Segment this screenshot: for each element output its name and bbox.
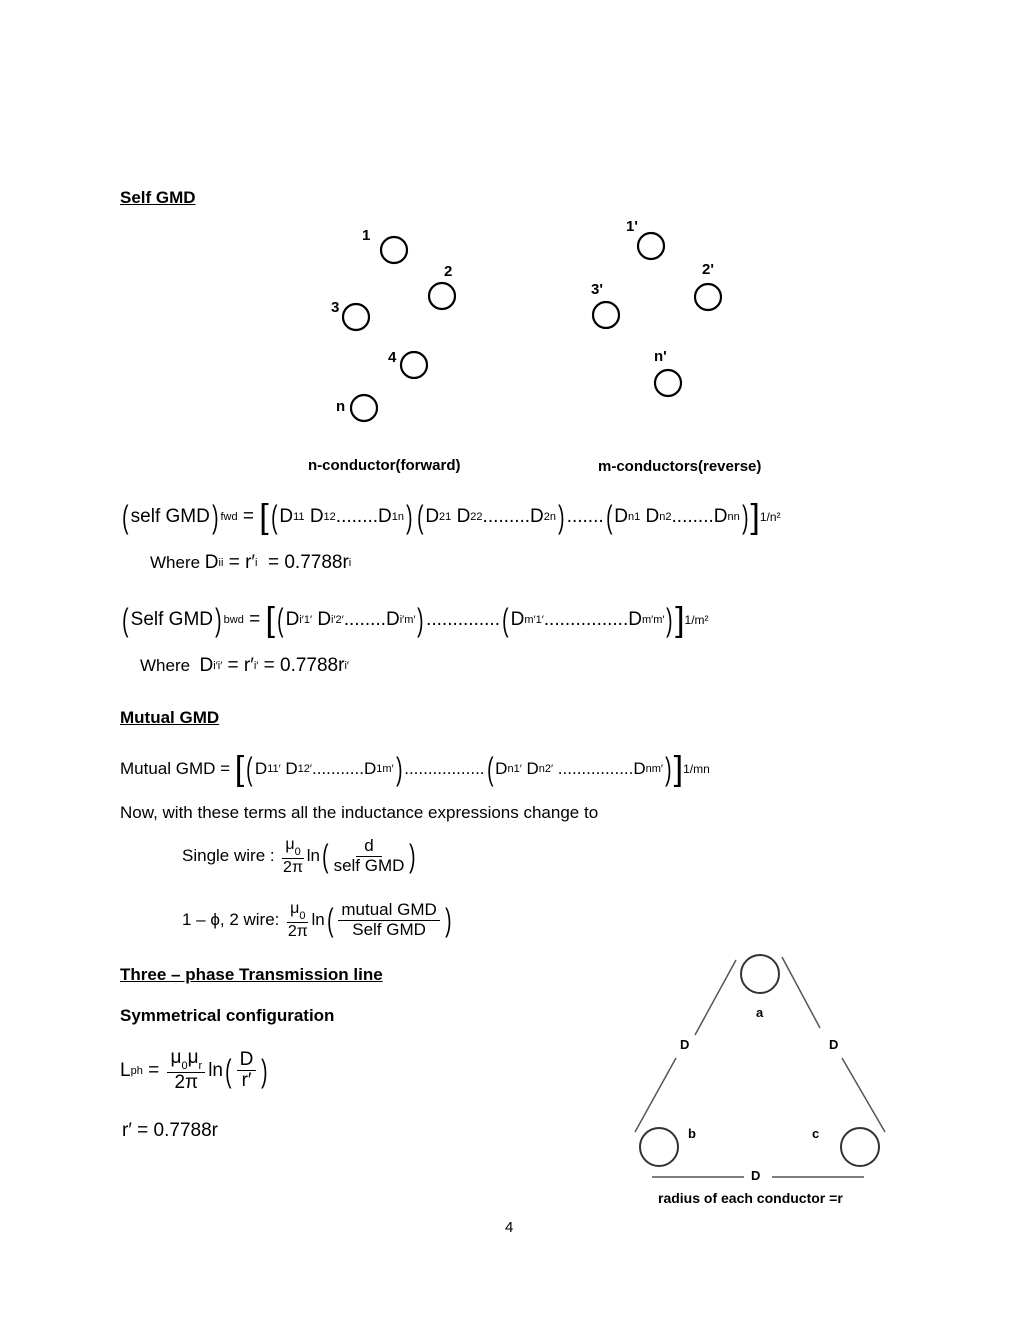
subscript: i	[254, 557, 258, 569]
formula-text: ..............	[426, 609, 500, 630]
formula-text: ........D	[671, 506, 728, 527]
paren: (	[322, 838, 329, 875]
formula-text: D	[521, 759, 539, 778]
heading-self-gmd: Self GMD	[120, 188, 196, 207]
two-pi: 2π	[283, 859, 303, 877]
formula-text: Where	[150, 553, 205, 572]
mu-r-subscript: r	[198, 1060, 203, 1072]
self-gmd-backward-formula	[120, 603, 709, 637]
bracket: (	[502, 602, 509, 638]
subscript: m′m′	[641, 614, 665, 626]
formula-text: D	[254, 759, 268, 778]
distance-label: D	[751, 1168, 761, 1183]
single-wire-label: Single wire :	[182, 846, 275, 866]
conductor-label: n'	[654, 348, 667, 365]
formula-text: = r′	[222, 655, 254, 676]
formula-text: D	[451, 506, 471, 527]
formula-text: =	[243, 609, 266, 630]
conductor-label: n	[336, 398, 346, 415]
paren: (	[225, 1052, 232, 1089]
formula-text: Mutual GMD =	[120, 759, 235, 778]
conductor-n	[351, 395, 377, 421]
subscript: i′1′	[299, 614, 313, 626]
exponent: 1/n²	[759, 510, 781, 524]
conductor-label: 2'	[702, 261, 714, 278]
heading-mutual-gmd: Mutual GMD	[120, 708, 220, 727]
single-wire-formula	[182, 836, 418, 877]
bracket: )	[215, 602, 222, 638]
paren: )	[409, 838, 416, 875]
ln: ln	[311, 910, 325, 930]
exponent: 1/m²	[684, 613, 709, 627]
formula-text: ........D	[343, 609, 400, 630]
formula-text: D	[495, 759, 508, 778]
bracket: (	[416, 499, 424, 535]
subscript: i′	[253, 660, 259, 672]
forward-caption: n-conductor(forward)	[308, 457, 461, 474]
subscript: ii	[218, 557, 224, 569]
subscript: fwd	[220, 511, 238, 523]
mu-subscript: 0	[294, 846, 301, 858]
formula-text: ...........D	[311, 759, 377, 778]
mu-subscript: 0	[181, 1060, 188, 1072]
forward-conductors-diagram	[320, 220, 500, 430]
formula-text: D	[312, 609, 332, 630]
conductor-4	[401, 352, 427, 378]
formula-text: D	[640, 506, 660, 527]
formula-text: = r′	[223, 552, 255, 573]
two-wire-label: 1 – ϕ, 2 wire:	[182, 910, 280, 930]
conductor-label-b: b	[688, 1126, 696, 1141]
conductor-2-prime	[695, 284, 721, 310]
bracket: (	[605, 499, 613, 535]
subscript: 2n	[543, 511, 557, 523]
lph-formula	[120, 1048, 270, 1094]
bracket: ]	[750, 498, 760, 536]
mutual-over-self-gmd	[338, 901, 439, 939]
body-text: Now, with these terms all the inductance expressions change to	[120, 803, 599, 822]
bracket: )	[395, 751, 403, 787]
denominator: self GMD	[333, 855, 405, 875]
conductor-label: 3	[331, 299, 340, 316]
bracket: [	[234, 750, 245, 788]
formula-text: D	[280, 759, 298, 778]
mu-r-symbol: μ	[187, 1047, 199, 1068]
r-prime-formula: r′ = 0.7788r	[122, 1120, 218, 1141]
heading-three-phase: Three – phase Transmission line	[120, 965, 383, 984]
bracket: ]	[673, 750, 684, 788]
formula-text: Where	[140, 656, 200, 675]
conductor-b	[640, 1128, 678, 1166]
reverse-caption: m-conductors(reverse)	[598, 458, 762, 475]
self-gmd-forward-formula	[120, 500, 781, 534]
subscript: 1n	[391, 511, 404, 523]
formula-text: = 0.7788r	[258, 655, 345, 676]
bracket: (	[277, 602, 284, 638]
formula-text: self GMD	[130, 506, 210, 527]
subscript: 22	[470, 511, 483, 523]
formula-text: = 0.7788r	[257, 552, 349, 573]
conductor-label: 1	[362, 227, 371, 244]
page-number: 4	[505, 1219, 514, 1236]
conductor-label-c: c	[812, 1126, 820, 1141]
two-pi: 2π	[287, 923, 308, 941]
equals: =	[142, 1059, 165, 1081]
bracket: )	[406, 499, 413, 535]
formula-text: ........D	[335, 506, 392, 527]
triangle-caption: radius of each conductor =r	[658, 1190, 843, 1206]
bracket: )	[665, 751, 672, 787]
formula-text: D	[425, 506, 440, 527]
formula-text: D	[199, 655, 214, 676]
subscript: i′	[344, 660, 349, 672]
numerator: D	[237, 1050, 257, 1072]
bracket: (	[486, 751, 494, 787]
formula-text: D	[304, 506, 324, 527]
formula-text: D	[614, 506, 629, 527]
conductor-label: 2	[444, 263, 453, 280]
bracket: )	[558, 499, 565, 535]
bracket: )	[666, 602, 673, 638]
subscript: 1m′	[376, 763, 394, 775]
formula-text: D	[510, 609, 525, 630]
conductor-1-prime	[638, 233, 664, 259]
exponent: 1/mn	[683, 762, 710, 776]
mu-symbol: μ	[290, 900, 300, 917]
conductor-label: 3'	[591, 281, 603, 298]
formula-text: ................D	[543, 609, 642, 630]
formula-text: D	[285, 609, 300, 630]
formula-text: .......	[566, 506, 604, 527]
d-over-self-gmd	[334, 837, 405, 875]
conductor-3-prime	[593, 302, 619, 328]
subscript: i′2′	[331, 614, 344, 626]
bracket: [	[265, 601, 275, 639]
bracket: )	[211, 499, 219, 535]
D-over-r-prime	[237, 1050, 257, 1093]
bracket: (	[246, 751, 253, 787]
mu-over-2pi	[287, 900, 308, 941]
subscript: n1	[628, 511, 641, 523]
subscript: n1′	[507, 763, 522, 775]
L-symbol: L	[120, 1059, 131, 1081]
distance-label: D	[680, 1037, 690, 1052]
mu-mu-r-over-2pi	[167, 1048, 205, 1094]
mutual-gmd-formula	[120, 752, 710, 786]
two-wire-formula	[182, 900, 453, 941]
bracket: )	[741, 499, 749, 535]
subscript: 11	[293, 511, 305, 523]
mu-over-2pi	[282, 836, 303, 877]
paren: )	[261, 1052, 268, 1089]
ln: ln	[306, 846, 320, 866]
formula-text: D	[279, 506, 294, 527]
triangle-configuration-diagram	[620, 940, 900, 1190]
L-subscript: ph	[130, 1064, 143, 1077]
subscript: 12	[323, 511, 336, 523]
reverse-conductors-diagram	[580, 220, 730, 410]
formula-text: ................D	[553, 759, 646, 778]
heading-symmetrical: Symmetrical configuration	[120, 1006, 335, 1025]
conductor-label: 4	[388, 349, 397, 366]
two-pi: 2π	[174, 1072, 199, 1094]
subscript: m′1′	[524, 614, 544, 626]
numerator: mutual GMD	[338, 901, 439, 921]
subscript: 11′	[267, 763, 281, 775]
self-gmd-backward-where	[140, 655, 349, 677]
denominator: Self GMD	[352, 919, 426, 939]
conductor-c	[841, 1128, 879, 1166]
subscript: bwd	[223, 614, 244, 626]
conductor-n-prime	[655, 370, 681, 396]
bracket: [	[259, 498, 269, 536]
bracket: )	[417, 602, 424, 638]
formula-text: .........D	[482, 506, 544, 527]
distance-label: D	[829, 1037, 839, 1052]
subscript: n2′	[538, 763, 554, 775]
bracket: (	[122, 499, 129, 535]
subscript: nm′	[645, 763, 663, 775]
paren: (	[326, 902, 334, 939]
self-gmd-forward-where	[150, 552, 351, 574]
bracket: ]	[675, 601, 685, 639]
conductor-label: 1'	[626, 218, 638, 235]
conductor-label-a: a	[756, 1005, 764, 1020]
mu-symbol: μ	[285, 836, 295, 853]
subscript: 21	[439, 511, 452, 523]
subscript: 12′	[297, 763, 312, 775]
subscript: nn	[727, 511, 740, 523]
conductor-2	[429, 283, 455, 309]
ln: ln	[208, 1059, 223, 1081]
paren: )	[444, 902, 452, 939]
formula-text: D	[204, 552, 219, 573]
denominator: r′	[241, 1070, 252, 1092]
subscript: n2	[659, 511, 672, 523]
mu-subscript: 0	[299, 910, 306, 922]
formula-text: .................	[404, 759, 485, 778]
formula-text: =	[237, 506, 260, 527]
subscript: i′m′	[399, 614, 416, 626]
conductor-a	[741, 955, 779, 993]
bracket: (	[270, 499, 278, 535]
subscript: i	[348, 557, 352, 569]
subscript: i′i′	[213, 660, 223, 672]
conductor-1	[381, 237, 407, 263]
conductor-3	[343, 304, 369, 330]
mu-symbol: μ	[170, 1047, 182, 1068]
formula-text: Self GMD	[130, 609, 214, 630]
numerator: d	[356, 837, 381, 857]
bracket: (	[122, 602, 129, 638]
